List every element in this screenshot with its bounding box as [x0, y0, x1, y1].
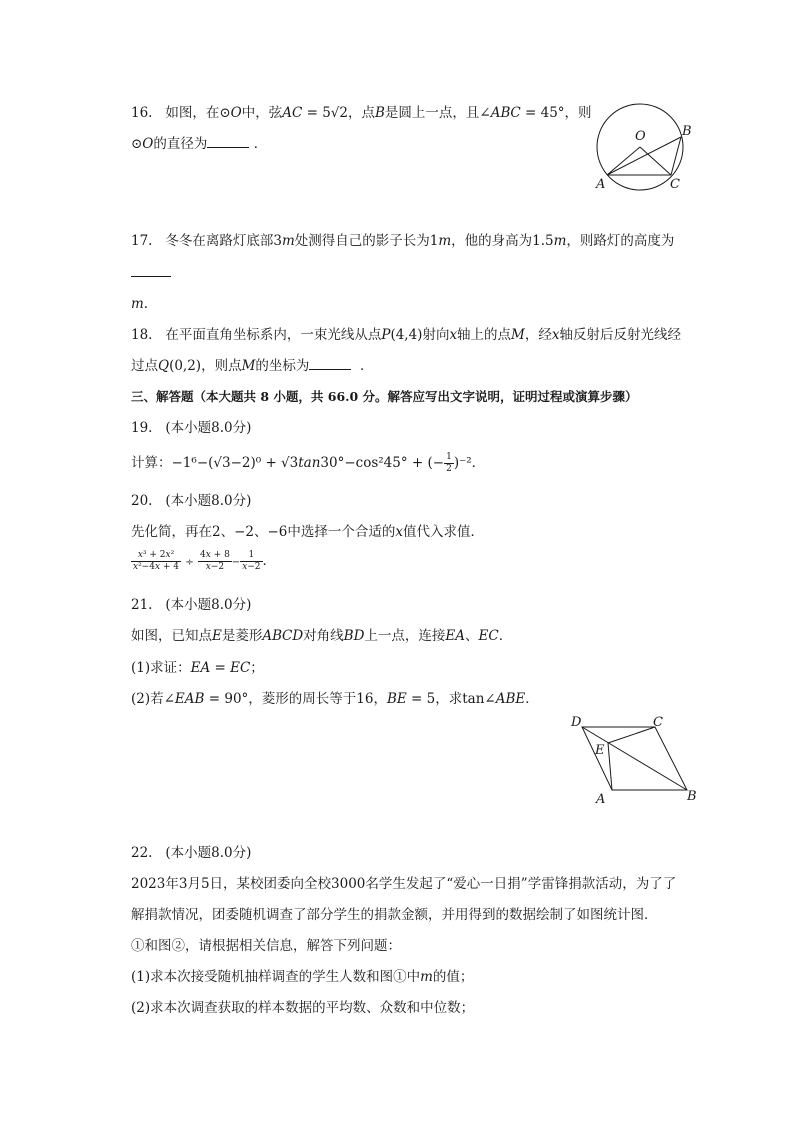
q22-number: 22. [131, 845, 153, 861]
q20-divide: ÷ [185, 557, 194, 568]
q16-number: 16. [131, 105, 153, 121]
q21-part1: (1)求证：𝐸𝐴 = 𝐸𝐶； [131, 660, 264, 676]
q22-line3: ①和图②，请根据相关信息，解答下列问题： [131, 938, 401, 954]
q16-figure-circle [590, 100, 700, 200]
q18-number: 18. [131, 327, 153, 343]
q20-score: (本小题8.0分) [165, 493, 252, 509]
q19-score: (本小题8.0分) [165, 420, 252, 436]
label-o: O [635, 129, 646, 144]
q20-minus: − [231, 557, 241, 568]
q21-score: (本小题8.0分) [165, 597, 252, 613]
q20-fraction-3: $\frac{1}{\text{𝑥−2}}$ [242, 550, 261, 572]
q22-part1: (1)求本次接受随机抽样调查的学生人数和图①中𝑚的值； [131, 969, 474, 985]
label-d: D [571, 715, 582, 730]
label-a: A [596, 177, 606, 192]
label-a: A [596, 792, 606, 807]
q22-line1: 2023年3月5日，某校团委向全校3000名学生发起了“爱心一日捐”学雷锋捐款活动，为了了 [131, 876, 677, 892]
q18-text-2: 过点𝑄(0,2)，则点𝑀的坐标为 [131, 358, 310, 374]
q22-part2: (2)求本次调查获取的样本数据的平均数、众数和中位数； [131, 1000, 475, 1016]
label-c: C [653, 715, 663, 730]
label-e: E [595, 743, 605, 758]
chord-bc [671, 137, 681, 175]
q20-fraction-2: $\frac{\text{4𝑥 + 8}}{\text{𝑥−2}}$ [200, 550, 230, 572]
q22-line2: 解捐款情况，团委随机调查了部分学生的捐款金额，并用得到的数据绘制了如图统计图． [131, 907, 658, 923]
q19-expr: −1⁶−(√3−2)⁰ + √3𝑡𝑎𝑛30°−cos²45° + (− [171, 455, 445, 471]
q21-number: 21. [131, 597, 153, 613]
q17-answer-blank[interactable] [131, 264, 171, 277]
label-c: C [670, 177, 680, 192]
q16-line1 [131, 104, 592, 122]
q21-part2: (2)若∠𝐸𝐴𝐵 = 90°，菱形的周长等于16，𝐵𝐸 = 5，求tan∠𝐴𝐵𝐸． [131, 691, 539, 707]
q17-text-1: 冬冬在离路灯底部3𝑚处测得自己的影子长为1𝑚，他的身高为1.5𝑚，则路灯的高度为 [165, 233, 675, 249]
q16-line2 [131, 135, 267, 153]
q17-line2 [131, 264, 171, 282]
q16-text-1: 如图，在⊙𝑂中，弦𝐴𝐶 = 5√2，点𝐵是圆上一点，且∠𝐴𝐵𝐶 = 45°，则 [165, 105, 592, 121]
q19-expr-end: )⁻²． [453, 455, 486, 471]
q22-score: (本小题8.0分) [165, 845, 252, 861]
section-3-title: 三、解答题（本大题共 8 小题，共 66.0 分。解答应写出文字说明，证明过程或演算步骤） [131, 389, 638, 404]
q22-header [131, 844, 251, 862]
q20-fraction-1: $\frac{\text{𝑥³ + 2𝑥²}}{\text{𝑥²−4𝑥 + 4}}$ [133, 550, 180, 572]
q20-end: ． [262, 553, 277, 569]
radius-oc [640, 147, 671, 175]
label-b: B [687, 789, 697, 804]
label-b: B [682, 124, 692, 139]
q17-number: 17. [131, 233, 153, 249]
q19-number: 19. [131, 420, 153, 436]
q20-expression [131, 550, 276, 573]
q20-line1: 先化简，再在2、−2、−6中选择一个合适的𝑥值代入求值． [131, 524, 485, 540]
q18-period: ． [360, 358, 374, 374]
q17-line3 [131, 295, 148, 313]
q16-answer-blank[interactable] [207, 135, 249, 148]
q16-text-2: ⊙𝑂的直径为 [131, 136, 208, 152]
q18-line2 [131, 357, 374, 375]
q20-header [131, 492, 251, 510]
q16-period: ． [253, 136, 268, 152]
q17-unit: 𝑚. [131, 296, 149, 312]
q18-answer-blank[interactable] [309, 357, 351, 370]
q19-prefix: 计算： [131, 455, 172, 471]
q17-line1 [131, 232, 674, 250]
segment-ec [608, 727, 655, 743]
q18-line1 [131, 326, 681, 344]
q20-number: 20. [131, 493, 153, 509]
q21-header [131, 596, 251, 614]
q19-fraction: $\frac{1}{2}$ [446, 452, 452, 474]
q19-expression [131, 452, 485, 475]
q18-text-1: 在平面直角坐标系内，一束光线从点𝑃(4,4)射向𝑥轴上的点𝑀，经𝑥轴反射后反射光线经 [165, 327, 681, 343]
q19-header [131, 419, 251, 437]
q21-figure-rhombus [565, 712, 705, 807]
q21-line1: 如图，已知点𝐸是菱形𝐴𝐵𝐶𝐷对角线𝐵𝐷上一点，连接𝐸𝐴、𝐸𝐶． [131, 628, 513, 644]
